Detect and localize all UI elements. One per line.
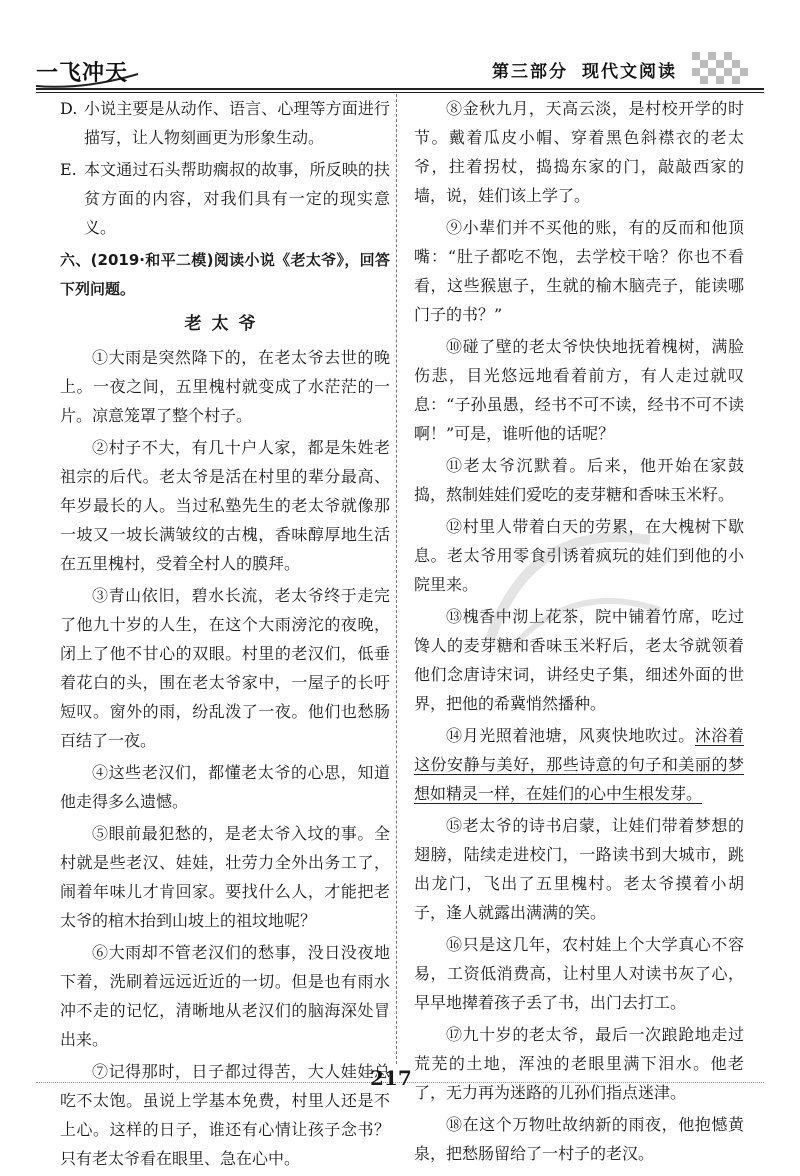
paragraph-16: ⑯只是这几年，农村娃上个大学真心不容易，工资低消费高，让村里人对读书灰了心，早早地撵着孩子丢了书，出门去打工。 [414,935,744,1012]
watermark-swirl-icon [470,500,670,660]
paragraph-1: ①大雨是突然降下的，在老太爷去世的晚上。一夜之间，五里槐村就变成了水茫茫的一片。凉意笼罩了整个村子。 [60,348,390,425]
paragraph-6: ⑥大雨却不管老汉们的愁事，没日没夜地下着，洗刷着远远近近的一切。但是也有雨水冲不走的记忆，清晰地从老汉们的脑海深处冒出来。 [60,943,390,1049]
paragraph-10: ⑩碰了壁的老太爷快快地抚着槐树，满脸伤悲，目光悠远地看着前方，有人走过就叹息：“子孙虽愚，经书不可不读，经书不可不读啊！”可是，谁听他的话呢？ [414,337,744,443]
option-e [60,155,390,242]
option-e-tag: E. [60,160,77,179]
paragraph-13: ⑬槐香中沏上花茶，院中铺着竹席，吃过馋人的麦芽糖和香味玉米籽后，老太爷就领着他们念唐诗宋词，讲经史子集，细述外面的世界，把他的希冀悄然播种。 [414,607,744,713]
paragraph-7: ⑦记得那时，日子都过得苦，大人娃娃总吃不太饱。虽说上学基本免费，村里人还是不上心。这样的日子，谁还有心情让孩子念书？只有老太爷看在眼里、急在心中。 [60,1062,390,1168]
paragraph-14-start: ⑭月光照着池塘，风爽快地吹过。 [446,726,695,745]
brand-logo-text: 一飞冲天 [36,61,129,86]
paragraph-2: ②村子不大，有几十户人家，都是朱姓老祖宗的后代。老太爷是活在村里的辈分最高、年岁最长的人。当过私塾先生的老太爷就像那一坡又一坡长满皱纹的古槐，香味醇厚地生活在五里槐村，受着全村人的膜拜。 [60,438,390,573]
option-d [60,94,390,152]
paragraph-14 [414,721,744,808]
paragraph-18: ⑱在这个万物吐故纳新的雨夜，他抱憾黄泉，把愁肠留给了一村子的老汉。 [414,1115,744,1163]
column-divider [396,94,398,1064]
page-header [0,0,800,100]
section-subject: 现代文阅读 [582,62,677,82]
paragraph-9: ⑨小辈们并不买他的账，有的反而和他顶嘴：“肚子都吃不饱，去学校干啥？你也不看看，这些猴崽子，生就的榆木脑壳子，能读哪门子的书？” [414,218,744,324]
option-d-tag: D. [60,99,78,118]
option-e-text: 本文通过石头帮助瘸叔的故事，所反映的扶贫方面的内容，对我们具有一定的现实意义。 [84,160,390,237]
paragraph-3: ③青山依旧，碧水长流，老太爷终于走完了他九十岁的人生，在这个大雨滂沱的夜晚，闭上了他不甘心的双眼。村里的老汉们，低垂着花白的头，围在老太爷家中，一屋子的长吁短叹。窗外的雨，纷乱泼了一夜。他们也愁肠百结了一夜。 [60,586,390,750]
paragraph-14-underlined: 沐浴着这份安静与美好，那些诗意的句子和美丽的梦想如精灵一样，在娃们的心中生根发芽。 [414,726,744,803]
page-number: 217 [370,1066,412,1090]
paragraph-11: ⑪老太爷沉默着。后来，他开始在家鼓捣，熬制娃娃们爱吃的麦芽糖和香味玉米籽。 [414,456,744,504]
question-heading: 六、(2019·和平二模)阅读小说《老太爷》，回答下列问题。 [60,251,390,298]
paragraph-15: ⑮老太爷的诗书启蒙，让娃们带着梦想的翅膀，陆续走进校门，一路读书到大城市，跳出龙门，飞出了五里槐村。老太爷摸着小胡子，逢人就露出满满的笑。 [414,816,744,922]
paragraph-4: ④这些老汉们，都懂老太爷的心思，知道他走得多么遗憾。 [60,763,390,811]
paragraph-8: ⑧金秋九月，天高云淡，是村校开学的时节。戴着瓜皮小帽、穿着黑色斜襟衣的老太爷，拄着拐杖，捣捣东家的门，敲敲西家的墙，说，娃们该上学了。 [414,99,744,205]
section-part: 第三部分 [492,62,568,82]
section-title [492,57,677,82]
paragraph-5: ⑤眼前最犯愁的，是老太爷入坟的事。全村就是些老汉、娃娃，壮劳力全外出务工了，闹着年味儿才肯回家。要找什么人，才能把老太爷的棺木抬到山坡上的祖坟地呢？ [60,824,390,930]
paragraph-17: ⑰九十岁的老太爷，最后一次踉跄地走过荒芜的土地，浑浊的老眼里满下泪水。他老了，无力再为迷路的儿孙们指点迷津。 [414,1025,744,1102]
story-title: 老太爷 [184,314,266,334]
header-rule [36,88,764,93]
option-d-text: 小说主要是从动作、语言、心理等方面进行描写，让人物刻画更为形象生动。 [84,99,390,147]
left-column [60,94,390,1176]
checker-pattern-icon [692,52,748,86]
paragraph-12: ⑫村里人带着白天的劳累，在大槐树下歇息。老太爷用零食引诱着疯玩的娃们到他的小院里来。 [414,517,744,594]
